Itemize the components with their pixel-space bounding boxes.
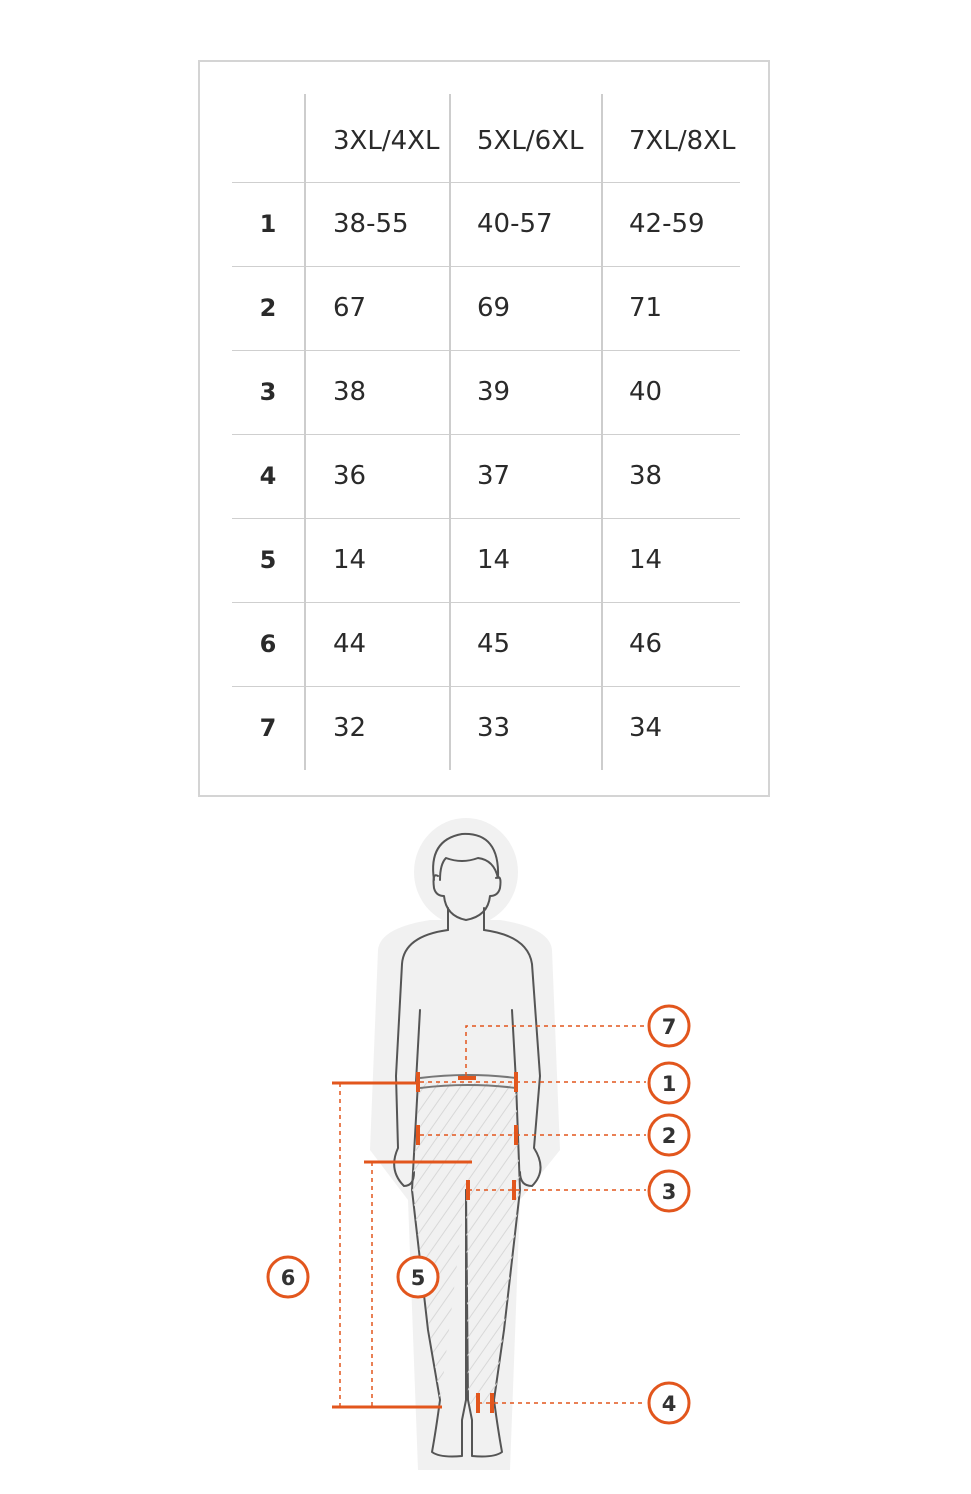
table-cell: 40-57: [449, 182, 601, 266]
svg-text:5: 5: [410, 1266, 426, 1290]
row-number: 6: [259, 630, 277, 658]
header-cell-5xl-6xl: 5XL/6XL: [449, 94, 601, 182]
table-cell: 69: [449, 266, 601, 350]
table-cell: 33: [449, 686, 601, 770]
table-cell: 34: [601, 686, 740, 770]
table-cell: 42-59: [601, 182, 740, 266]
table-row: [232, 518, 740, 602]
table-row: [232, 686, 740, 770]
svg-text:6: 6: [280, 1266, 296, 1290]
svg-text:7: 7: [661, 1015, 677, 1039]
table-cell: 67: [304, 266, 449, 350]
table-row: [232, 434, 740, 518]
table-row: [232, 602, 740, 686]
marker-3: [649, 1171, 689, 1211]
size-table: [232, 94, 740, 770]
table-cell: 44: [304, 602, 449, 686]
header-cell-3xl-4xl: 3XL/4XL: [304, 94, 449, 182]
row-number: 4: [259, 462, 277, 490]
header-cell-7xl-8xl: 7XL/8XL: [601, 94, 740, 182]
table-header-row: [232, 94, 740, 182]
table-row: [232, 266, 740, 350]
marker-1: [649, 1063, 689, 1103]
size-table-frame: [198, 60, 770, 797]
table-cell: 39: [449, 350, 601, 434]
row-number: 1: [259, 210, 277, 238]
table-cell: 40: [601, 350, 740, 434]
table-cell: 14: [449, 518, 601, 602]
svg-text:4: 4: [661, 1392, 677, 1416]
marker-2: [649, 1115, 689, 1155]
table-cell: 46: [601, 602, 740, 686]
header-cell-empty: [232, 94, 304, 182]
svg-text:2: 2: [661, 1124, 677, 1148]
row-number: 2: [259, 294, 277, 322]
svg-text:1: 1: [661, 1072, 677, 1096]
svg-text:3: 3: [661, 1180, 677, 1204]
table-row: [232, 350, 740, 434]
table-cell: 38-55: [304, 182, 449, 266]
table-cell: 36: [304, 434, 449, 518]
marker-7: [649, 1006, 689, 1046]
table-cell: 37: [449, 434, 601, 518]
table-cell: 45: [449, 602, 601, 686]
marker-5: [398, 1257, 438, 1297]
table-cell: 71: [601, 266, 740, 350]
measurement-diagram: [0, 810, 971, 1494]
table-cell: 38: [304, 350, 449, 434]
table-cell: 38: [601, 434, 740, 518]
table-row: [232, 182, 740, 266]
table-cell: 14: [304, 518, 449, 602]
table-cell: 14: [601, 518, 740, 602]
row-number: 7: [259, 714, 277, 742]
marker-6: [268, 1257, 308, 1297]
row-number: 5: [259, 546, 277, 574]
marker-4: [649, 1383, 689, 1423]
row-number: 3: [259, 378, 277, 406]
table-cell: 32: [304, 686, 449, 770]
